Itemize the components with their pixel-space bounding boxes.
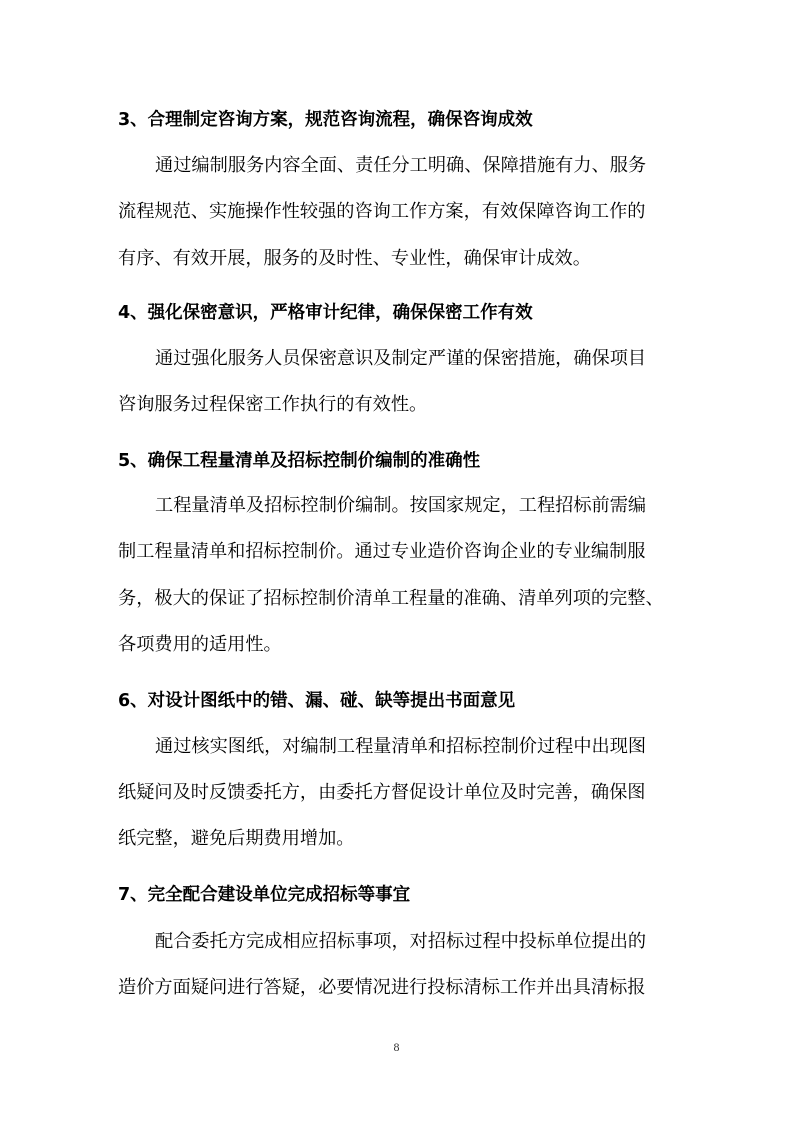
- section-heading-4: 4、强化保密意识，严格审计纪律，确保保密工作有效: [118, 303, 533, 323]
- section-heading-7: 7、完全配合建设单位完成招标等事宜: [118, 885, 411, 905]
- section-heading-3: 3、合理制定咨询方案，规范咨询流程，确保咨询成效: [118, 110, 533, 130]
- paragraph-line: 流程规范、实施操作性较强的咨询工作方案，有效保障咨询工作的: [118, 201, 646, 222]
- paragraph-line: 各项费用的适用性。: [118, 634, 282, 655]
- paragraph-line: 通过编制服务内容全面、责任分工明确、保障措施有力、服务: [155, 155, 647, 176]
- page-number: 8: [393, 1040, 400, 1054]
- section-heading-5: 5、确保工程量清单及招标控制价编制的准确性: [118, 451, 481, 471]
- paragraph-line: 通过强化服务人员保密意识及制定严谨的保密措施，确保项目: [155, 348, 647, 369]
- paragraph-line: 纸疑问及时反馈委托方，由委托方督促设计单位及时完善，确保图: [118, 782, 646, 803]
- paragraph-line: 工程量清单及招标控制价编制。按国家规定，工程招标前需编: [155, 495, 647, 516]
- paragraph-line: 通过核实图纸，对编制工程量清单和招标控制价过程中出现图: [155, 736, 647, 757]
- paragraph-line: 有序、有效开展，服务的及时性、专业性，确保审计成效。: [118, 248, 591, 269]
- paragraph-line: 配合委托方完成相应招标事项，对招标过程中投标单位提出的: [155, 931, 647, 952]
- paragraph-line: 纸完整，避免后期费用增加。: [118, 828, 355, 849]
- paragraph-line: 咨询服务过程保密工作执行的有效性。: [118, 394, 428, 415]
- paragraph-line: 造价方面疑问进行答疑，必要情况进行投标清标工作并出具清标报: [118, 977, 646, 998]
- paragraph-line: 务，极大的保证了招标控制价清单工程量的准确、清单列项的完整、: [118, 588, 664, 609]
- paragraph-line: 制工程量清单和招标控制价。通过专业造价咨询企业的专业编制服: [118, 541, 646, 562]
- section-heading-6: 6、对设计图纸中的错、漏、碰、缺等提出书面意见: [118, 691, 516, 711]
